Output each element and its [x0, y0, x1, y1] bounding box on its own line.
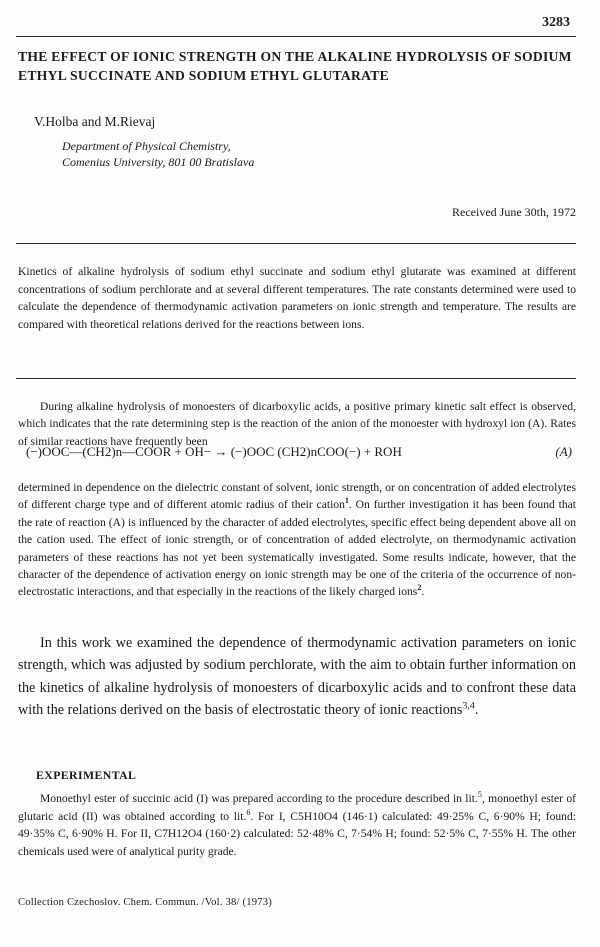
affiliation-line-2: Comenius University, 801 00 Bratislava: [62, 155, 255, 169]
abstract-bottom-rule: [16, 378, 576, 379]
title-rule: [16, 36, 576, 37]
reaction-equation: [26, 444, 576, 460]
experimental-paragraph: [18, 790, 576, 860]
citation-ref: 3,4: [462, 700, 475, 712]
body-paragraph: [18, 479, 576, 601]
affiliation: [62, 138, 254, 170]
citation-ref: 5: [477, 790, 482, 800]
abstract: Kinetics of alkaline hydrolysis of sodium ethyl succinate and sodium ethyl glutarate was examined at different concentrations of sodium perchlorate and at several different temperatures. The rate constants determined were used to calculate the dependence of thermodynamic activation parameters on ionic strength and temperature. The results are compared with theoretical relations derived for the reactions between ions.: [18, 265, 576, 331]
paper-title: THE EFFECT OF IONIC STRENGTH ON THE ALKALINE HYDROLYSIS OF SODIUM ETHYL SUCCINATE AND SODIUM ETHYL GLUTARATE: [18, 49, 572, 83]
abstract-top-rule: [16, 243, 576, 244]
exp-text-3: . For I, C5H10O4 (146·1) calculated: 49·25% C, 6·90% H; found: 49·35% C, 6·90% H. For II, C7H12O4 (160·2) calculated: 52·48% C, 7·54% H; found: 52·5% C, 7·55% H. The other chemicals used were of analytical purity grade.: [18, 809, 576, 858]
aim-text: In this work we examined the dependence of thermodynamic activation parameters on ionic strength, which was adjusted by sodium perchlorate, with the aim to obtain further information on the kinetics of alkaline hydrolysis of monoesters of dicarboxylic acids and to confront these data with the relations derived on the basis of electrostatic theory of ionic reactions: [18, 635, 576, 719]
authors: V.Holba and M.Rievaj: [34, 114, 156, 129]
received-date: Received June 30th, 1972: [452, 205, 576, 219]
aim-text-end: .: [474, 702, 479, 719]
equation-label: (A): [555, 444, 572, 459]
body-text-2: . On further investigation it has been found that the rate of reaction (A) is influenced by the character of added electrolytes, specific effect being dependent above all on the cation used. The effect of ionic strength, or of concentration of added electrolyte, on thermodynamic activation parameters of these reactions has not yet been systematically investigated. Some results indicate, however, that the character of the dependence of activation energy on ionic strength may be one of the criteria of the occurrence of non-electrostatic interactions, and that especially in the reactions of the likely charged ions: [18, 498, 576, 599]
citation-ref: 6: [246, 807, 251, 817]
citation-ref: 2: [417, 583, 422, 593]
body-text-1: determined in dependence on the dielectric constant of solvent, ionic strength, or on concentration of added electrolytes of different charge type and of different atomic radius of their cation: [18, 481, 576, 512]
aim-paragraph: [18, 632, 576, 722]
affiliation-line-1: Department of Physical Chemistry,: [62, 139, 231, 153]
intro-paragraph: During alkaline hydrolysis of monoesters of dicarboxylic acids, a positive primary kinetic salt effect is observed, which indicates that the rate determining step is the reaction of the anion of the monoester with hydroxyl ion (A). Rates of similar reactions have frequently been: [18, 400, 576, 448]
citation-ref: 1: [344, 496, 349, 506]
page-number: 3283: [542, 15, 570, 30]
exp-text-1: Monoethyl ester of succinic acid (I) was prepared according to the procedure described in lit.: [40, 792, 478, 805]
body-text-3: .: [421, 585, 425, 599]
section-heading: EXPERIMENTAL: [36, 768, 137, 782]
journal-footer: Collection Czechoslov. Chem. Commun. /Vol. 38/ (1973): [18, 897, 272, 908]
exp-text-2: , monoethyl ester of glutaric acid (II) was obtained according to lit.: [18, 792, 576, 823]
equation-body: (−)OOC—(CH2)n—COOR + OH− → (−)OOC (CH2)nCOO(−) + ROH: [26, 444, 402, 459]
